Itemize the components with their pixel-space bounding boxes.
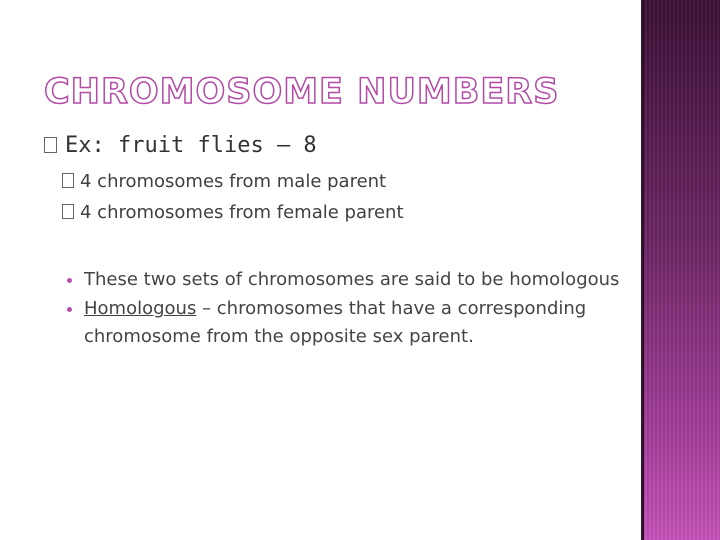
term-homologous: Homologous: [84, 298, 197, 319]
sub-item-female: [62, 202, 404, 223]
sub-item-male: [62, 171, 386, 192]
box-bullet-icon: [62, 204, 74, 219]
example-text: fruit flies – 8: [118, 133, 317, 158]
example-line: [44, 133, 317, 158]
example-label: Ex:: [65, 133, 105, 158]
bullet-list: [62, 266, 622, 352]
decorative-side-band: [641, 0, 720, 540]
box-bullet-icon: [62, 173, 74, 188]
bullet-text: These two sets of chromosomes are said to be homologous: [84, 269, 620, 290]
box-bullet-icon: [44, 137, 57, 153]
dot-bullet-icon: [67, 307, 72, 312]
bullet-item: [62, 295, 622, 351]
slide-title: CHROMOSOME NUMBERS: [44, 72, 560, 112]
sub-item-text: 4 chromosomes from male parent: [80, 171, 387, 192]
dot-bullet-icon: [67, 278, 72, 283]
bullet-text: – chromosomes that have a corresponding chromosome from the opposite sex parent.: [84, 298, 587, 347]
sub-item-text: 4 chromosomes from female parent: [80, 202, 404, 223]
bullet-item: [62, 266, 622, 294]
